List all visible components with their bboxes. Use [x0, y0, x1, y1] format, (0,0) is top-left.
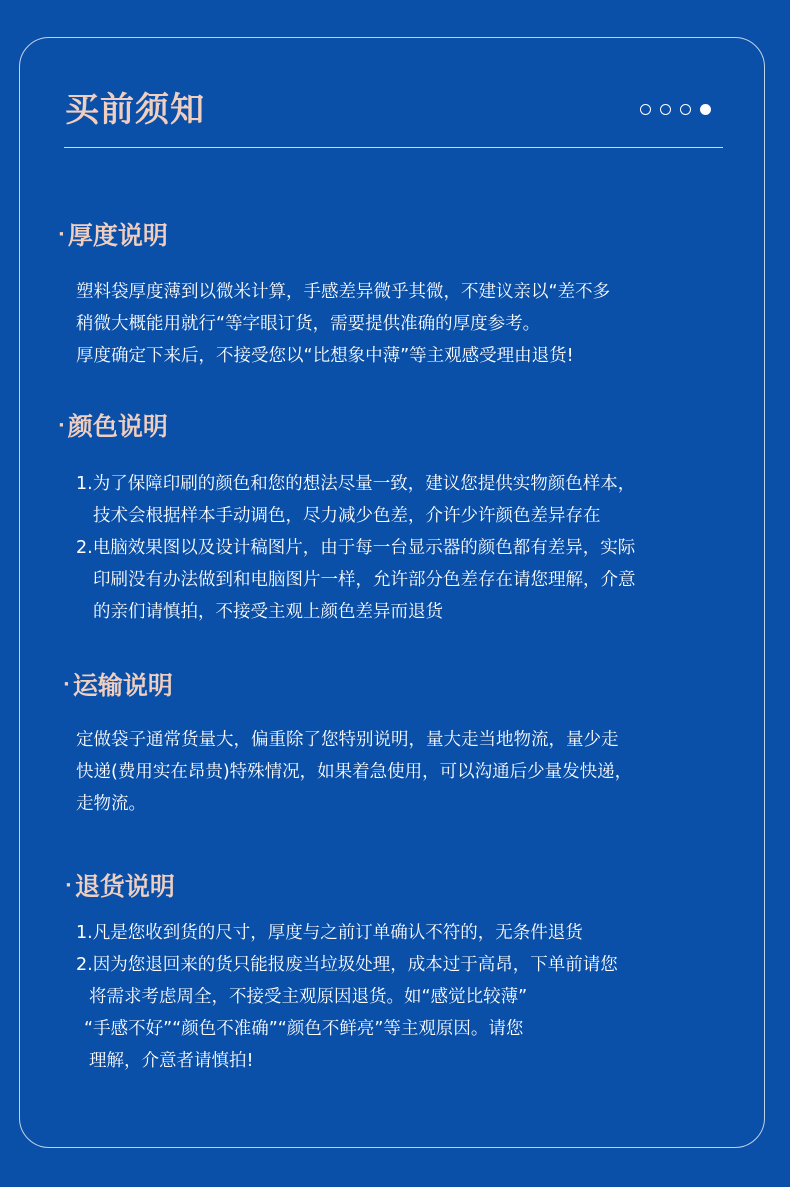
page-dot: [660, 104, 671, 115]
section-title-text: 厚度说明: [67, 221, 168, 250]
text-line: 1.凡是您收到货的尺寸，厚度与之前订单确认不符的，无条件退货: [76, 923, 583, 943]
section-title-returns: [65, 871, 175, 906]
section-title-text: 运输说明: [72, 671, 173, 700]
text-line: 印刷没有办法做到和电脑图片一样，允许部分色差存在请您理解，介意: [93, 570, 636, 590]
text-line: 走物流。: [76, 794, 146, 814]
section-body-returns: [76, 917, 618, 1077]
text-line: 技术会根据样本手动调色，尽力减少色差，介许少许颜色差异存在: [93, 506, 601, 526]
text-line: 塑料袋厚度薄到以微米计算，手感差异微乎其微，不建议亲以“差不多: [76, 282, 611, 302]
page-dot-active: [700, 104, 711, 115]
section-body-shipping: [76, 724, 632, 820]
text-line: 2.电脑效果图以及设计稿图片，由于每一台显示器的颜色都有差异，实际: [76, 538, 636, 558]
section-title-text: 退货说明: [74, 872, 175, 901]
page-dot: [680, 104, 691, 115]
bullet-dot: ·: [58, 224, 65, 245]
page-dot: [640, 104, 651, 115]
text-line: 1.为了保障印刷的颜色和您的想法尽量一致，建议您提供实物颜色样本，: [76, 474, 636, 494]
page-title: 买前须知: [65, 90, 205, 130]
section-body-color: [76, 468, 636, 628]
text-line: 的亲们请慎拍，不接受主观上颜色差异而退货: [93, 602, 443, 622]
text-line: 厚度确定下来后，不接受您以“比想象中薄”等主观感受理由退货!: [76, 346, 574, 366]
text-line: 理解，介意者请慎拍!: [89, 1051, 254, 1071]
page-indicator: [640, 104, 711, 115]
text-line: 定做袋子通常货量大，偏重除了您特别说明，量大走当地物流，量少走: [76, 730, 619, 750]
text-line: 快递(费用实在昂贵)特殊情况，如果着急使用，可以沟通后少量发快递，: [76, 762, 633, 782]
text-line: 2.因为您退回来的货只能报废当垃圾处理，成本过于高昂，下单前请您: [76, 955, 618, 975]
section-title-text: 颜色说明: [67, 412, 168, 441]
section-title-color: [58, 411, 168, 446]
section-title-thickness: [58, 220, 168, 255]
text-line: “手感不好”“颜色不准确”“颜色不鲜亮”等主观原因。请您: [84, 1019, 524, 1039]
text-line: 将需求考虑周全，不接受主观原因退货。如“感觉比较薄”: [89, 987, 528, 1007]
section-title-shipping: [63, 670, 173, 705]
bullet-dot: ·: [65, 875, 72, 896]
text-line: 稍微大概能用就行“等字眼订货，需要提供准确的厚度参考。: [76, 314, 541, 334]
section-body-thickness: [76, 276, 610, 372]
bullet-dot: ·: [63, 674, 70, 695]
title-divider: [64, 147, 723, 148]
bullet-dot: ·: [58, 415, 65, 436]
